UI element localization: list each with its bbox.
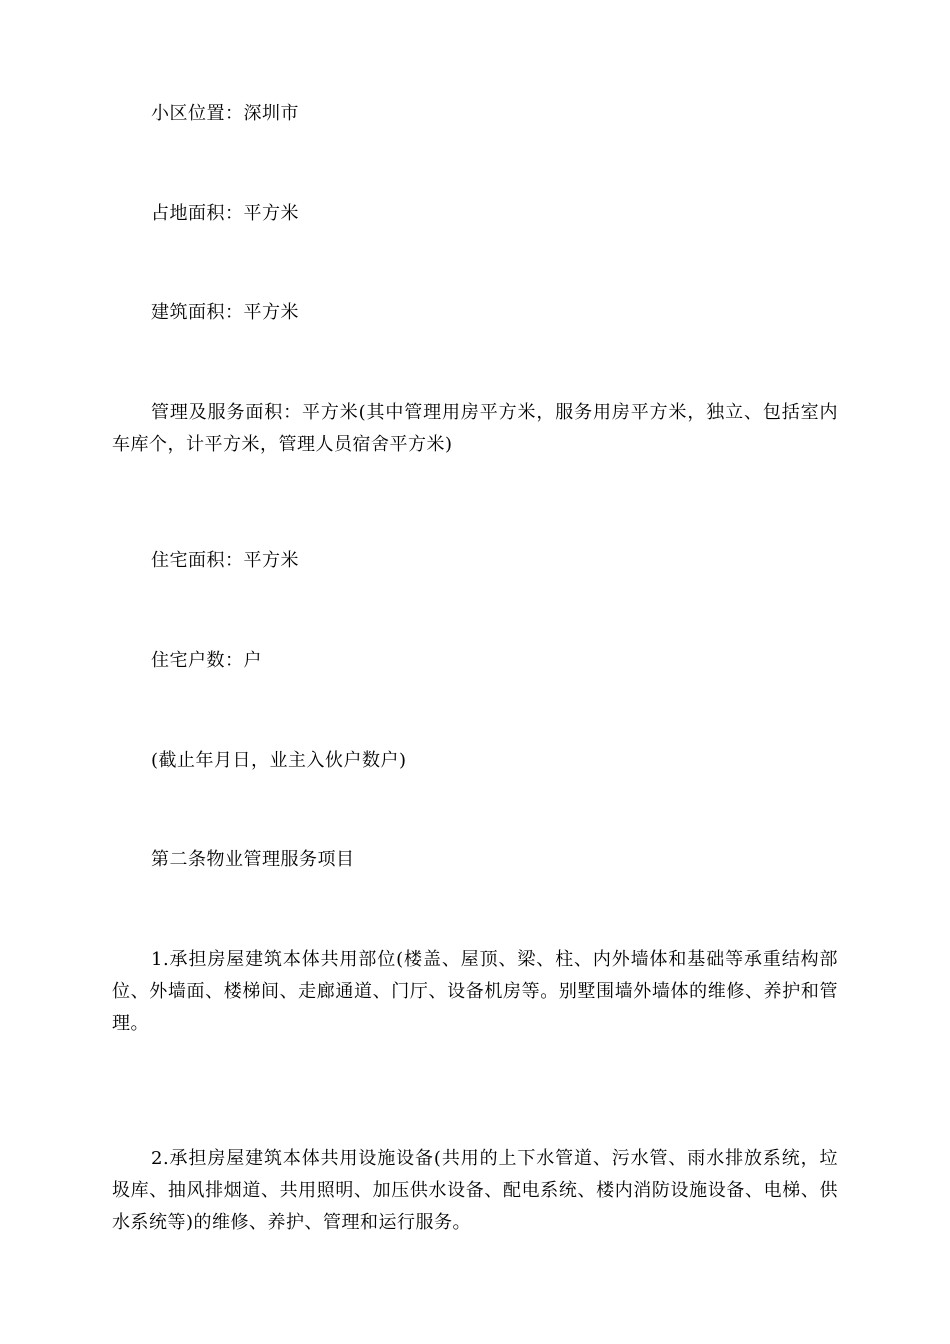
paragraph-item-2: 2.承担房屋建筑本体共用设施设备(共用的上下水管道、污水管、雨水排放系统，垃圾库、抽风排烟道、共用照明、加压供水设备、配电系统、楼内消防设施设备、电梯、供水系统等)的维修、养护、管理和运行服务。 bbox=[112, 1148, 838, 1233]
paragraph-households: 住宅户数：户 bbox=[151, 650, 262, 671]
paragraph-location: 小区位置：深圳市 bbox=[151, 103, 299, 124]
paragraph-building-area: 建筑面积：平方米 bbox=[151, 302, 299, 323]
paragraph-land-area: 占地面积：平方米 bbox=[151, 203, 299, 224]
paragraph-residential-area: 住宅面积：平方米 bbox=[151, 550, 299, 571]
section-heading-article-two: 第二条物业管理服务项目 bbox=[151, 849, 355, 870]
paragraph-occupancy-note: (截止年月日，业主入伙户数户) bbox=[151, 750, 407, 771]
paragraph-item-1: 1.承担房屋建筑本体共用部位(楼盖、屋顶、梁、柱、内外墙体和基础等承重结构部位、外墙面、楼梯间、走廊通道、门厅、设备机房等。别墅围墙外墙体的维修、养护和管理。 bbox=[112, 949, 838, 1034]
paragraph-management-area: 管理及服务面积：平方米(其中管理用房平方米，服务用房平方米，独立、包括室内车库个，计平方米，管理人员宿舍平方米) bbox=[112, 402, 838, 455]
